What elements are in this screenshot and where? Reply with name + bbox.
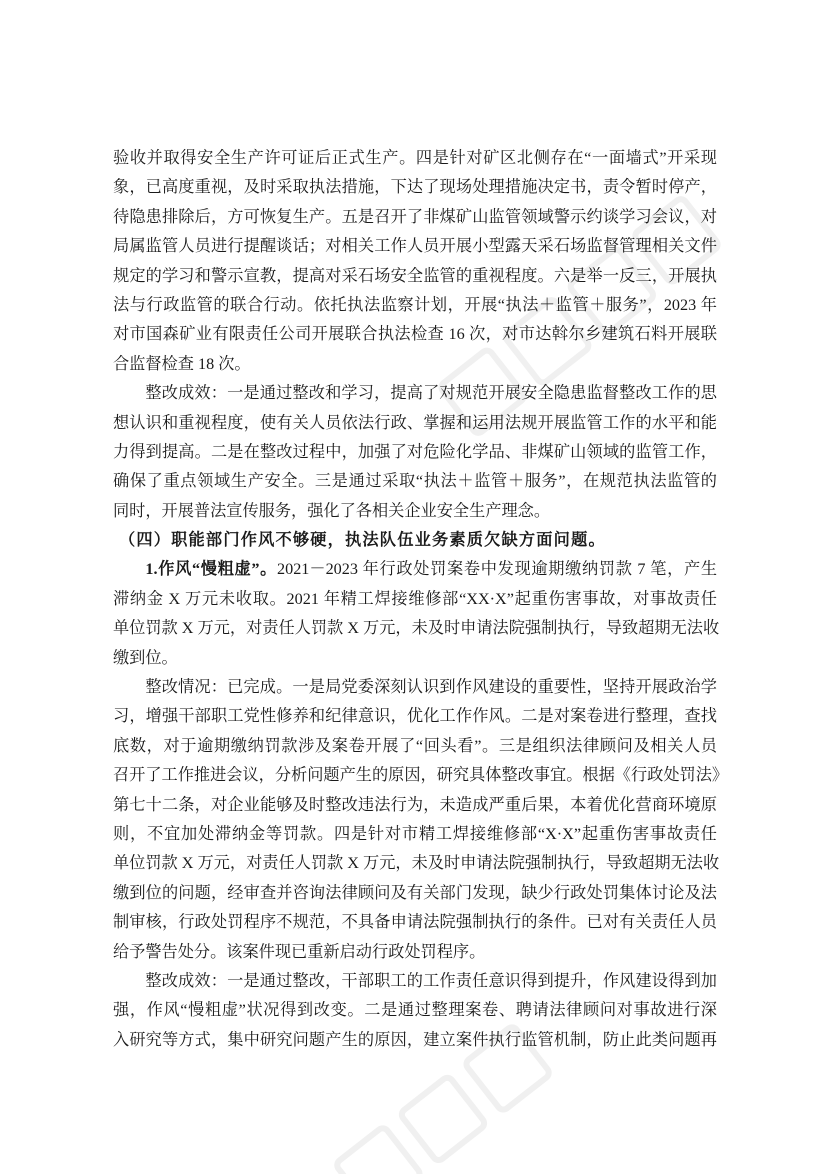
paragraph-results-1-line: 同时，开展普法宣传服务，强化了各相关企业安全生产理念。 (113, 501, 551, 520)
paragraph-results-1-line: 想认识和重视程度，使有关人员依法行政、掌握和运用法规开展监管工作的水平和能 (113, 413, 717, 432)
paragraph-continued-line: 待隐患排除后，方可恢复生产。五是召开了非煤矿山监管领域警示约谈学习会议，对 (113, 207, 717, 226)
paragraph-status-line: 则，不宜加处滞纳金等罚款。四是针对市精工焊接维修部“X·X”起重伤害事故责任 (113, 824, 717, 843)
paragraph-item-1-line: 滞纳金 X 万元未收取。2021 年精工焊接维修部“XX·X”起重伤害事故，对事故责任 (113, 589, 717, 608)
paragraph-status-line: 制审核，行政处罚程序不规范，不具备申请法院强制执行的条件。已对有关责任人员 (113, 913, 717, 932)
paragraph-status-line: 整改情况：已完成。一是局党委深刻认识到作风建设的重要性，坚持开展政治学 (145, 678, 717, 697)
document-body (113, 144, 729, 1055)
paragraph-continued-line: 规定的学习和警示宣教，提高对采石场安全监管的重视程度。六是举一反三，开展执 (113, 266, 717, 285)
paragraph-status-line: 缴到位的问题，经审查并咨询法律顾问及有关部门发现，缺少行政处罚集体讨论及法 (113, 883, 717, 902)
section-heading: （四）职能部门作风不够硬，执法队伍业务素质欠缺方面问题。 (119, 531, 606, 550)
paragraph-status-line: 召开了工作推进会议，分析问题产生的原因，研究具体整改事宜。根据《行政处罚法》 (113, 766, 729, 785)
paragraph-continued-line: 对市国森矿业有限责任公司开展联合执法检查 16 次，对市达斡尔乡建筑石料开展联 (113, 325, 717, 344)
paragraph-results-2-line: 强，作风“慢粗虚”状况得到改变。二是通过整理案卷、聘请法律顾问对事故进行深 (113, 1001, 717, 1020)
item-1-lead-title: 1.作风“慢粗虚”。 (145, 560, 278, 579)
paragraph-rectification-results-1 (113, 379, 717, 526)
paragraph-item-1-line (113, 555, 717, 584)
paragraph-item-1-line: 单位罚款 X 万元，对责任人罚款 X 万元，未及时申请法院强制执行，导致超期无法收 (113, 619, 720, 638)
paragraph-rectification-results-2 (113, 967, 717, 1055)
paragraph-results-1-line: 整改成效：一是通过整改和学习，提高了对规范开展安全隐患监督整改工作的思 (145, 384, 717, 403)
paragraph-item-1 (113, 555, 720, 673)
paragraph-rectification-status (113, 673, 729, 967)
paragraph-item-1-line: 缴到位。 (113, 648, 178, 667)
paragraph-results-1-line: 力得到提高。二是在整改过程中，加强了对危险化学品、非煤矿山领域的监管工作， (113, 442, 717, 461)
item-1-first-line-text: 2021－2023 年行政处罚案卷中发现逾期缴纳罚款 7 笔，产生 (277, 560, 718, 579)
paragraph-status-line: 单位罚款 X 万元，对责任人罚款 X 万元，未及时申请法院强制执行，导致超期无法收 (113, 854, 720, 873)
paragraph-continued-line: 局属监管人员进行提醒谈话；对相关工作人员开展小型露天采石场监督管理相关文件 (113, 237, 717, 256)
paragraph-continued-line: 合监督检查 18 次。 (113, 354, 251, 373)
paragraph-status-line: 底数，对于逾期缴纳罚款涉及案卷开展了“回头看”。三是组织法律顾问及相关人员 (113, 736, 717, 755)
paragraph-status-line: 第七十二条，对企业能够及时整改违法行为，未造成严重后果，本着优化营商环境原 (113, 795, 717, 814)
paragraph-continued-line: 法与行政监管的联合行动。依托执法监察计划，开展“执法＋监管＋服务”，2023 年 (113, 295, 717, 314)
paragraph-status-line: 习，增强干部职工党性修养和纪律意识，优化工作作风。二是对案卷进行整理，查找 (113, 707, 717, 726)
paragraph-results-2-line: 入研究等方式，集中研究问题产生的原因，建立案件执行监管机制，防止此类问题再 (113, 1030, 717, 1049)
paragraph-continued (113, 144, 717, 379)
paragraph-continued-line: 象，已高度重视，及时采取执法措施，下达了现场处理措施决定书，责令暂时停产， (113, 178, 717, 197)
paragraph-continued-line: 验收并取得安全生产许可证后正式生产。四是针对矿区北侧存在“一面墙式”开采现 (113, 149, 717, 167)
paragraph-results-2-line: 整改成效：一是通过整改，干部职工的工作责任意识得到提升，作风建设得到加 (145, 971, 717, 990)
paragraph-results-1-line: 确保了重点领域生产安全。三是通过采取“执法＋监管＋服务”，在规范执法监管的 (113, 472, 717, 491)
paragraph-status-line: 给予警告处分。该案件现已重新启动行政处罚程序。 (113, 942, 486, 961)
